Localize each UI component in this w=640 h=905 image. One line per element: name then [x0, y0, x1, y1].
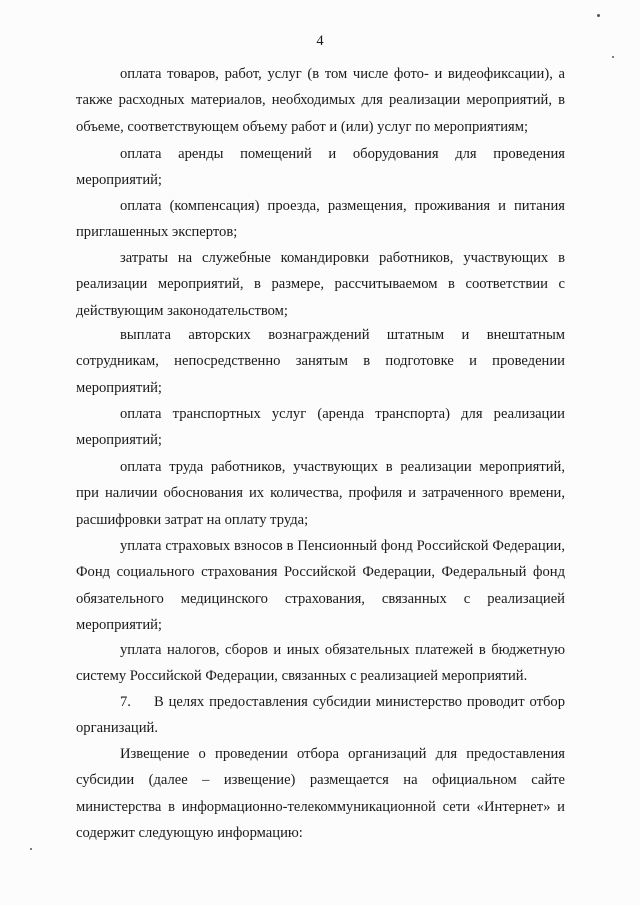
paragraph-text: оплата товаров, работ, услуг (в том числе фото- и видеофиксации), а также расходных материалов, необходимых для реализации мероприятий, в объеме, соответствующем объему работ и (или) услуг по мероприятиям; [76, 66, 565, 135]
paragraph-text: уплата налогов, сборов и иных обязательных платежей в бюджетную систему Российской Федерации, связанных с реализацией мероприятий. [76, 642, 565, 685]
section-text: В целях предоставления субсидии министерство проводит отбор организаций. [76, 694, 565, 737]
paragraph-text: оплата труда работников, участвующих в реализации мероприятий, при наличии обоснования их количества, профиля и затраченного времени, расшифровки затрат на оплату труда; [76, 459, 565, 528]
scan-speck [597, 14, 600, 17]
expense-item-taxes [76, 637, 565, 690]
paragraph-text: выплата авторских вознаграждений штатным и внештатным сотрудникам, непосредственно занятым в подготовке и проведении мероприятий; [76, 327, 565, 396]
paragraph-text: оплата (компенсация) проезда, размещения, проживания и питания приглашенных экспертов; [76, 198, 565, 241]
section-7 [76, 689, 565, 742]
expense-item-business-trips [76, 245, 565, 324]
paragraph-text: уплата страховых взносов в Пенсионный фонд Российской Федерации, Фонд социального страхования Российской Федерации, Федеральный фонд обязательного медицинского страхования, связанных с реализацией мероприятий; [76, 538, 565, 633]
paragraph-text: Извещение о проведении отбора организаций для предоставления субсидии (далее – извещение) размещается на официальном сайте министерства в информационно-телекоммуникационной сети «Интернет» и содержит следующую информацию: [76, 746, 565, 841]
paragraph-text: затраты на служебные командировки работников, участвующих в реализации мероприятий, в размере, рассчитываемом в соответствии с действующим законодательством; [76, 250, 565, 319]
expense-item-labor [76, 454, 565, 533]
scan-speck [30, 848, 32, 850]
paragraph-text: оплата транспортных услуг (аренда транспорта) для реализации мероприятий; [76, 406, 565, 449]
announcement-paragraph [76, 741, 565, 846]
paragraph-text: оплата аренды помещений и оборудования для проведения мероприятий; [76, 146, 565, 189]
section-paragraph [76, 689, 565, 742]
expense-item-experts [76, 193, 565, 246]
expense-item-goods-services [76, 61, 565, 140]
scan-speck [612, 56, 614, 58]
section-number: 7. [120, 694, 131, 710]
expense-item-rent [76, 141, 565, 194]
expense-item-transport [76, 401, 565, 454]
expense-item-author-fees [76, 322, 565, 401]
page-number: 4 [316, 33, 324, 49]
expense-item-insurance [76, 533, 565, 638]
